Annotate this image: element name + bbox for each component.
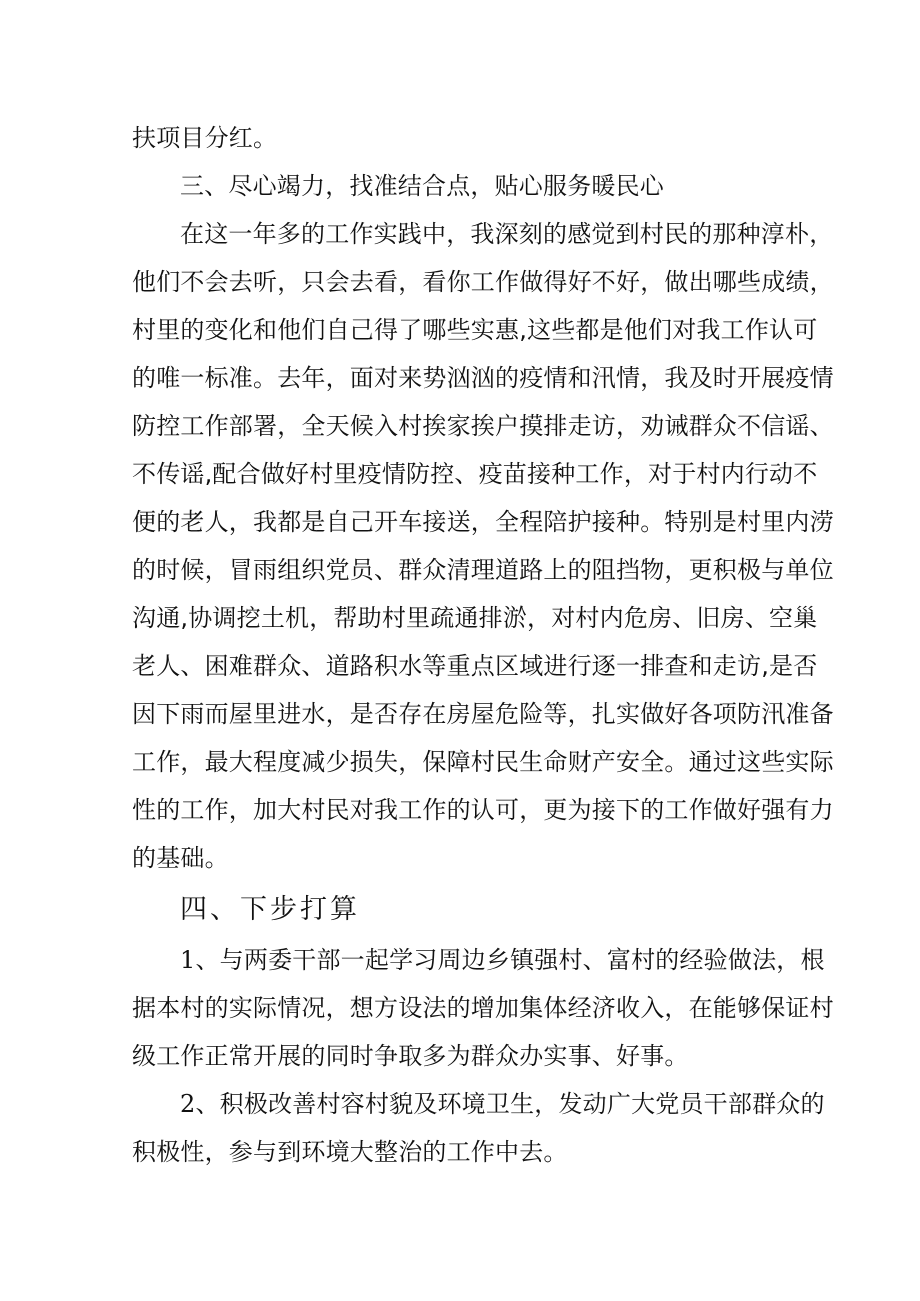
section-3-line-11: 因下雨而屋里进水，是否存在房屋危险等，扎实做好各项防汛准备	[132, 700, 834, 728]
section-3-line-2: 他们不会去听，只会去看，看你工作做得好不好，做出哪些成绩，	[132, 268, 834, 296]
section-3-line-14: 的基础。	[132, 844, 229, 872]
section-3-heading: 三、尽心竭力，找准结合点，贴心服务暖民心	[180, 172, 664, 200]
item-2-first-line	[180, 1089, 825, 1119]
item-1-line-3: 级工作正常开展的同时争取多为群众办实事、好事。	[132, 1042, 689, 1070]
section-4-heading: 四、下步打算	[180, 894, 360, 925]
section-3-line-13: 性的工作，加大村民对我工作的认可，更为接下的工作做好强有力	[132, 796, 834, 824]
section-3-line-3: 村里的变化和他们自己得了哪些实惠,这些都是他们对我工作认可	[132, 316, 818, 344]
continuation-line: 扶项目分红。	[132, 124, 278, 152]
item-1-number: 1、	[180, 946, 220, 974]
section-3-line-12: 工作，最大程度减少损失，保障村民生命财产安全。通过这些实际	[132, 748, 834, 776]
section-3-line-7: 便的老人，我都是自己开车接送，全程陪护接种。特别是村里内涝	[132, 508, 834, 536]
item-2-line-1: 积极改善村容村貌及环境卫生，发动广大党员干部群众的	[219, 1090, 825, 1118]
item-2-line-2: 积极性，参与到环境大整治的工作中去。	[132, 1138, 568, 1166]
section-3-line-6: 不传谣,配合做好村里疫情防控、疫苗接种工作，对于村内行动不	[132, 460, 818, 488]
item-1-first-line	[180, 945, 825, 975]
section-3-line-5: 防控工作部署，全天候入村挨家挨户摸排走访，劝诫群众不信谣、	[132, 412, 834, 440]
section-3-line-10: 老人、困难群众、道路积水等重点区域进行逐一排查和走访,是否	[132, 652, 818, 680]
section-3-line-9: 沟通,协调挖土机，帮助村里疏通排淤，对村内危房、旧房、空巢	[132, 604, 818, 632]
section-3-line-8: 的时候，冒雨组织党员、群众清理道路上的阻挡物，更积极与单位	[132, 556, 834, 584]
item-1-line-1: 与两委干部一起学习周边乡镇强村、富村的经验做法，根	[219, 946, 825, 974]
section-3-line-4: 的唯一标准。去年，面对来势汹汹的疫情和汛情，我及时开展疫情	[132, 364, 834, 392]
item-1-line-2: 据本村的实际情况，想方设法的增加集体经济收入，在能够保证村	[132, 994, 834, 1022]
item-2-number: 2、	[180, 1090, 220, 1118]
section-3-line-1: 在这一年多的工作实践中，我深刻的感觉到村民的那种淳朴，	[180, 220, 834, 248]
